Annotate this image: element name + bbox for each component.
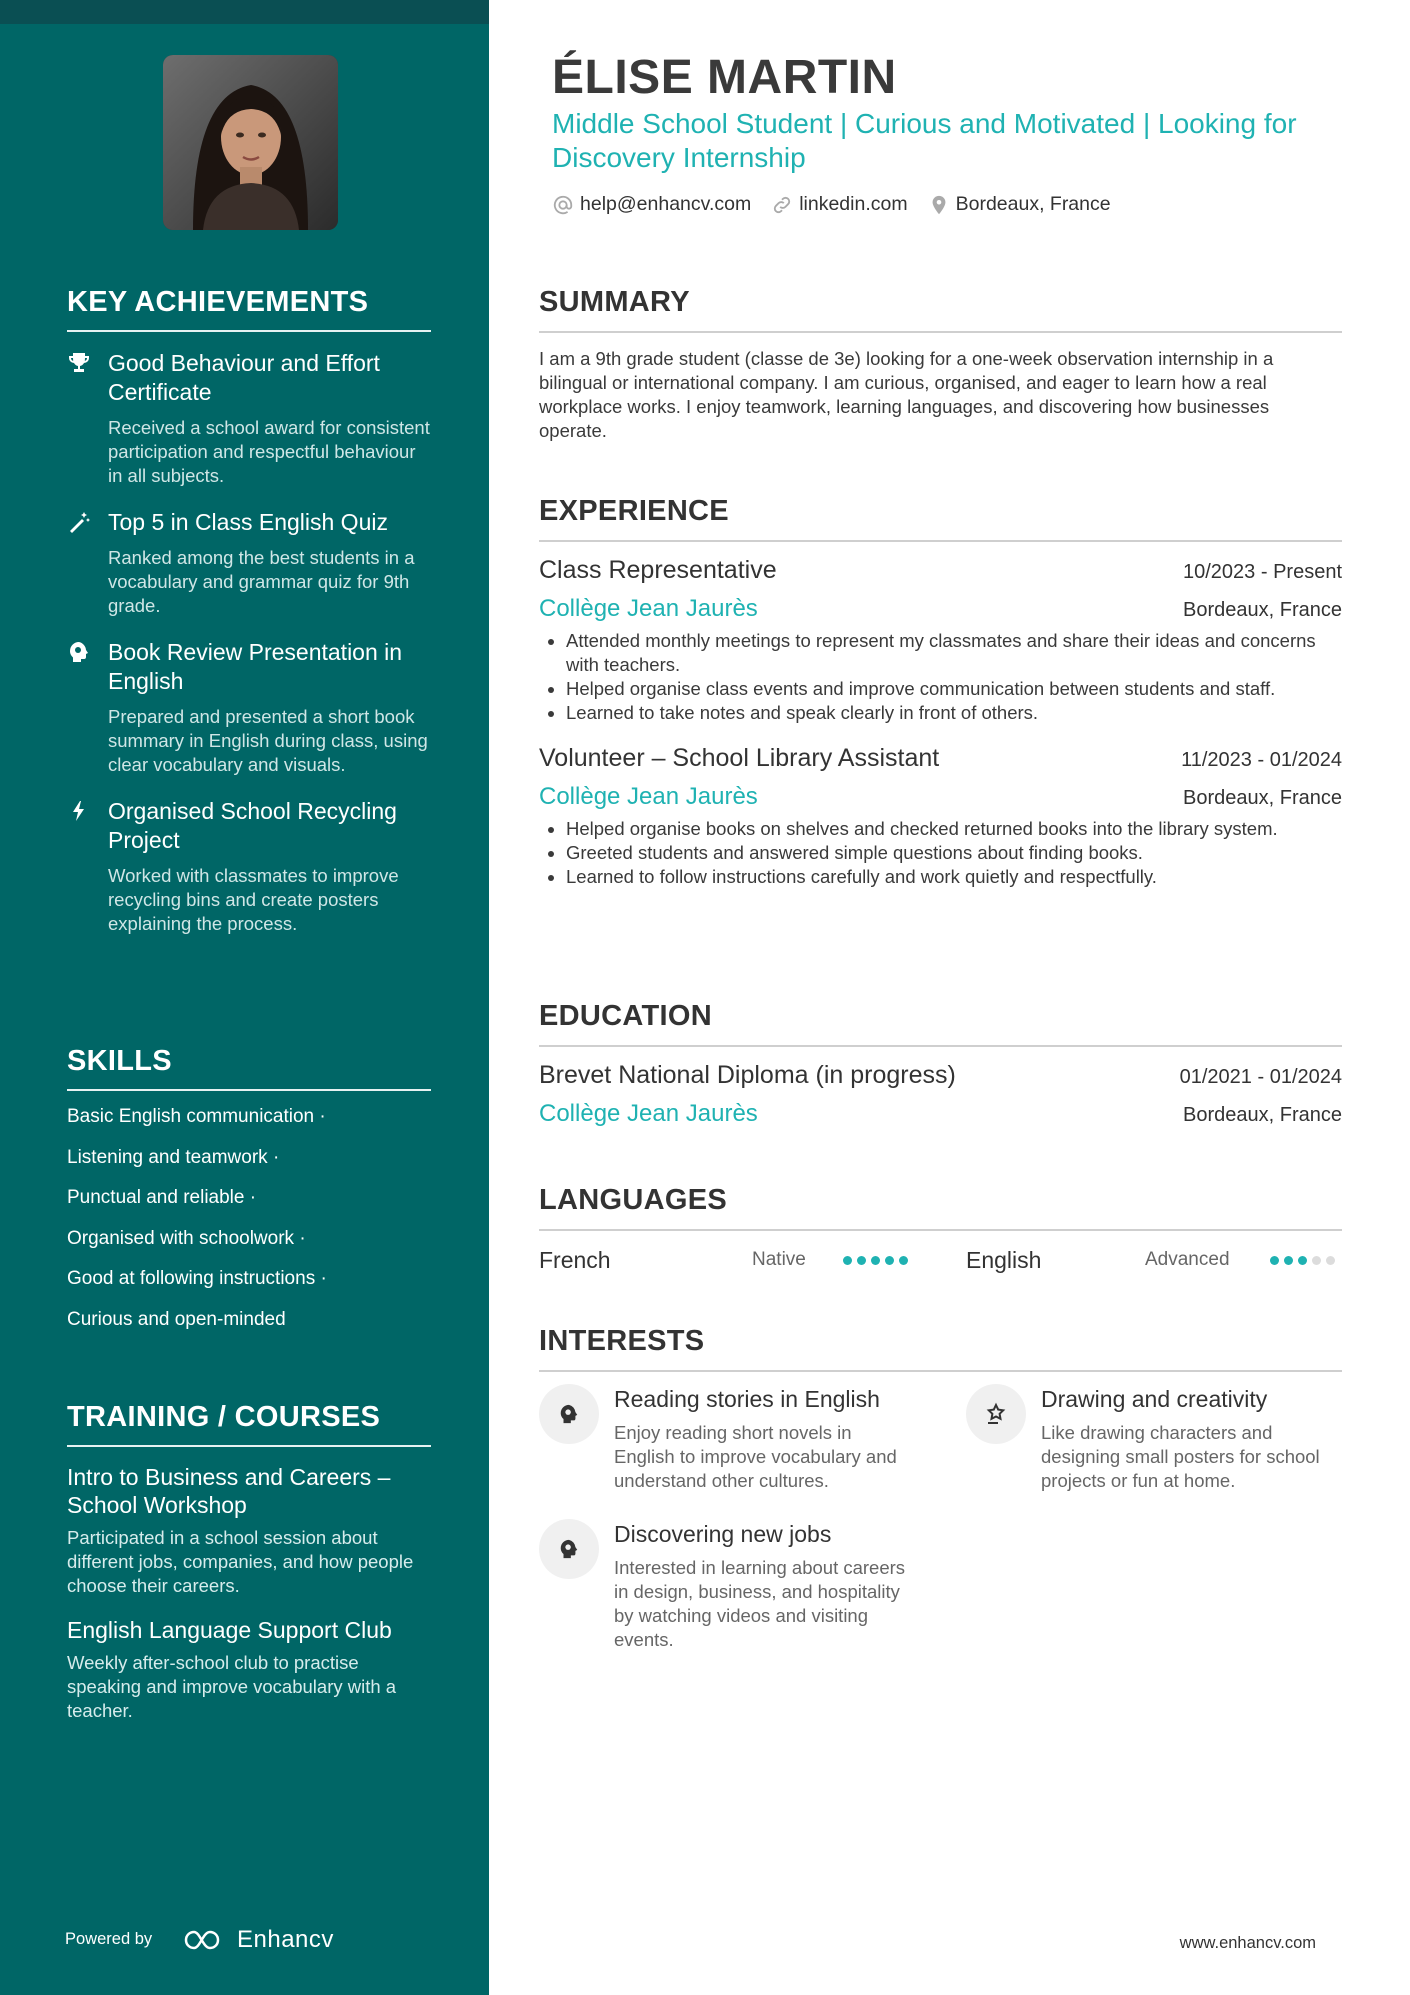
rating-dot [857, 1256, 866, 1265]
education-title: EDUCATION [539, 1000, 1342, 1047]
job-role: Volunteer – School Library Assistant [539, 744, 940, 772]
achievement-title: Organised School Recycling Project [108, 798, 397, 853]
summary-text: I am a 9th grade student (classe de 3e) looking for a one-week observation internship in a bilingual or international company. I am curious, organised, and eager to learn how a real workplace works. I enjoy teamwork, learning languages, and discovering how businesses operate. [539, 348, 1274, 441]
trophy-icon [67, 351, 91, 375]
interest-title: Discovering new jobs [614, 1521, 832, 1547]
skill-item: Organised with schoolwork · [67, 1227, 306, 1249]
interest-title: Reading stories in English [614, 1386, 880, 1412]
job-bullets [539, 817, 1342, 889]
course-item [67, 1616, 431, 1723]
interest-desc: Interested in learning about careers in design, business, and hospitality by watching videos and visiting events. [614, 1557, 906, 1650]
footer-url[interactable]: www.enhancv.com [1179, 1934, 1316, 1952]
rating-dot [899, 1256, 908, 1265]
experience-section [539, 495, 1342, 889]
interests-section [539, 1325, 1342, 1675]
star-hand-icon [966, 1384, 1026, 1444]
rating-dot [843, 1256, 852, 1265]
skill-item: Good at following instructions · [67, 1268, 327, 1289]
skill-item: Basic English communication · [67, 1106, 326, 1127]
experience-item [539, 744, 1342, 889]
job-bullet: • Greeted students and answered simple questions about finding books. [566, 841, 1342, 865]
languages-title: LANGUAGES [539, 1184, 1342, 1231]
powered-by-label: Powered by [65, 1930, 153, 1948]
course-item [67, 1463, 431, 1598]
job-bullet: • Attended monthly meetings to represent my classmates and share their ideas and concerns with teachers. [566, 629, 1342, 677]
language-rating [843, 1256, 908, 1265]
rating-dot [1326, 1256, 1335, 1265]
head-brain-icon [539, 1384, 599, 1444]
summary-title: SUMMARY [539, 286, 1342, 333]
sidebar [0, 0, 489, 1995]
lightning-icon [67, 799, 91, 823]
school-location: Bordeaux, France [1183, 1104, 1342, 1126]
achievement-desc: Prepared and presented a short book summary in English during class, using clear vocabulary and visuals. [108, 706, 428, 775]
magic-wand-icon [67, 510, 91, 534]
job-bullet: • Helped organise class events and improve communication between students and staff. [566, 677, 1342, 701]
interests-title: INTERESTS [539, 1325, 1342, 1372]
language-item [539, 1247, 912, 1274]
languages-row [539, 1245, 1342, 1275]
training-title: TRAINING / COURSES [67, 1401, 431, 1447]
rating-dot [1284, 1256, 1293, 1265]
candidate-headline: Middle School Student | Curious and Motivated | Looking for Discovery Internship [552, 108, 1297, 173]
job-bullet: • Learned to follow instructions carefully and work quietly and respectfully. [566, 865, 1342, 889]
achievement-desc: Received a school award for consistent participation and respectful behaviour in all subjects. [108, 417, 430, 486]
linkedin-text: linkedin.com [799, 193, 908, 215]
language-name: French [539, 1246, 611, 1273]
job-location: Bordeaux, France [1183, 787, 1342, 809]
language-item [966, 1247, 1335, 1274]
rating-dot [1270, 1256, 1279, 1265]
rating-dot [1312, 1256, 1321, 1265]
interest-title: Drawing and creativity [1041, 1386, 1268, 1412]
head-brain-icon [67, 640, 91, 664]
achievement-title: Book Review Presentation in English [108, 639, 403, 694]
job-bullet: • Learned to take notes and speak clearly in front of others. [566, 701, 1342, 725]
skills-title: SKILLS [67, 1045, 431, 1091]
achievement-title: Top 5 in Class English Quiz [108, 509, 388, 535]
achievement-desc: Ranked among the best students in a vocabulary and grammar quiz for 9th grade. [108, 547, 415, 616]
link-icon [771, 194, 793, 216]
language-level: Native [752, 1249, 806, 1270]
experience-title: EXPERIENCE [539, 495, 1342, 542]
summary-section [539, 286, 1342, 443]
language-name: English [966, 1246, 1042, 1273]
skills-section [67, 1045, 431, 1340]
interest-desc: Like drawing characters and designing small posters for school projects or fun at home. [1041, 1422, 1320, 1491]
language-level: Advanced [1145, 1249, 1230, 1270]
education-dates: 01/2021 - 01/2024 [1179, 1066, 1342, 1088]
job-location: Bordeaux, France [1183, 599, 1342, 621]
education-section [539, 1000, 1342, 1128]
languages-section [539, 1184, 1342, 1275]
achievement-item [67, 349, 431, 488]
course-desc: Participated in a school session about different jobs, companies, and how people choose their careers. [67, 1527, 414, 1596]
job-bullets [539, 629, 1342, 725]
location-text: Bordeaux, France [955, 193, 1111, 215]
achievement-item [67, 638, 431, 777]
job-dates: 11/2023 - 01/2024 [1181, 749, 1342, 771]
profile-photo [163, 55, 338, 230]
course-desc: Weekly after-school club to practise speaking and improve vocabulary with a teacher. [67, 1652, 397, 1721]
interest-desc: Enjoy reading short novels in English to improve vocabulary and understand other cultures. [614, 1422, 897, 1491]
main-content [489, 0, 1410, 1995]
education-item [539, 1061, 1342, 1128]
skill-item: Listening and teamwork · [67, 1146, 280, 1168]
contact-bar [552, 193, 1131, 216]
enhancv-logo-icon [183, 1929, 227, 1951]
achievement-title: Good Behaviour and Effort Certificate [108, 350, 380, 405]
job-bullet: • Helped organise books on shelves and checked returned books into the library system. [566, 817, 1342, 841]
experience-item [539, 556, 1342, 725]
at-sign-icon [552, 194, 574, 216]
skill-item: Curious and open-minded [67, 1308, 286, 1330]
head-brain-icon [539, 1519, 599, 1579]
skill-item: Punctual and reliable · [67, 1187, 257, 1208]
contact-linkedin[interactable] [771, 193, 907, 216]
enhancv-logo[interactable] [183, 1926, 334, 1954]
location-pin-icon [928, 194, 950, 216]
job-org: Collège Jean Jaurès [539, 595, 758, 622]
training-section [67, 1401, 431, 1723]
rating-dot [1298, 1256, 1307, 1265]
school-name: Collège Jean Jaurès [539, 1100, 758, 1127]
job-dates: 10/2023 - Present [1183, 561, 1342, 583]
job-org: Collège Jean Jaurès [539, 783, 758, 810]
job-role: Class Representative [539, 556, 777, 584]
rating-dot [885, 1256, 894, 1265]
language-rating [1270, 1256, 1335, 1265]
course-title: English Language Support Club [67, 1617, 392, 1643]
contact-location [928, 193, 1111, 216]
achievements-title: KEY ACHIEVEMENTS [67, 286, 431, 332]
degree: Brevet National Diploma (in progress) [539, 1061, 956, 1089]
rating-dot [871, 1256, 880, 1265]
achievement-item [67, 797, 431, 936]
sidebar-top-band [0, 0, 489, 24]
achievements-section [67, 286, 431, 936]
achievement-item [67, 508, 431, 618]
contact-email[interactable] [552, 193, 751, 216]
enhancv-logo-text: Enhancv [237, 1926, 334, 1953]
email-text: help@enhancv.com [580, 193, 752, 215]
candidate-name: ÉLISE MARTIN [552, 51, 897, 104]
achievement-desc: Worked with classmates to improve recycling bins and create posters explaining the process. [108, 865, 399, 934]
course-title: Intro to Business and Careers – School Workshop [67, 1464, 391, 1518]
